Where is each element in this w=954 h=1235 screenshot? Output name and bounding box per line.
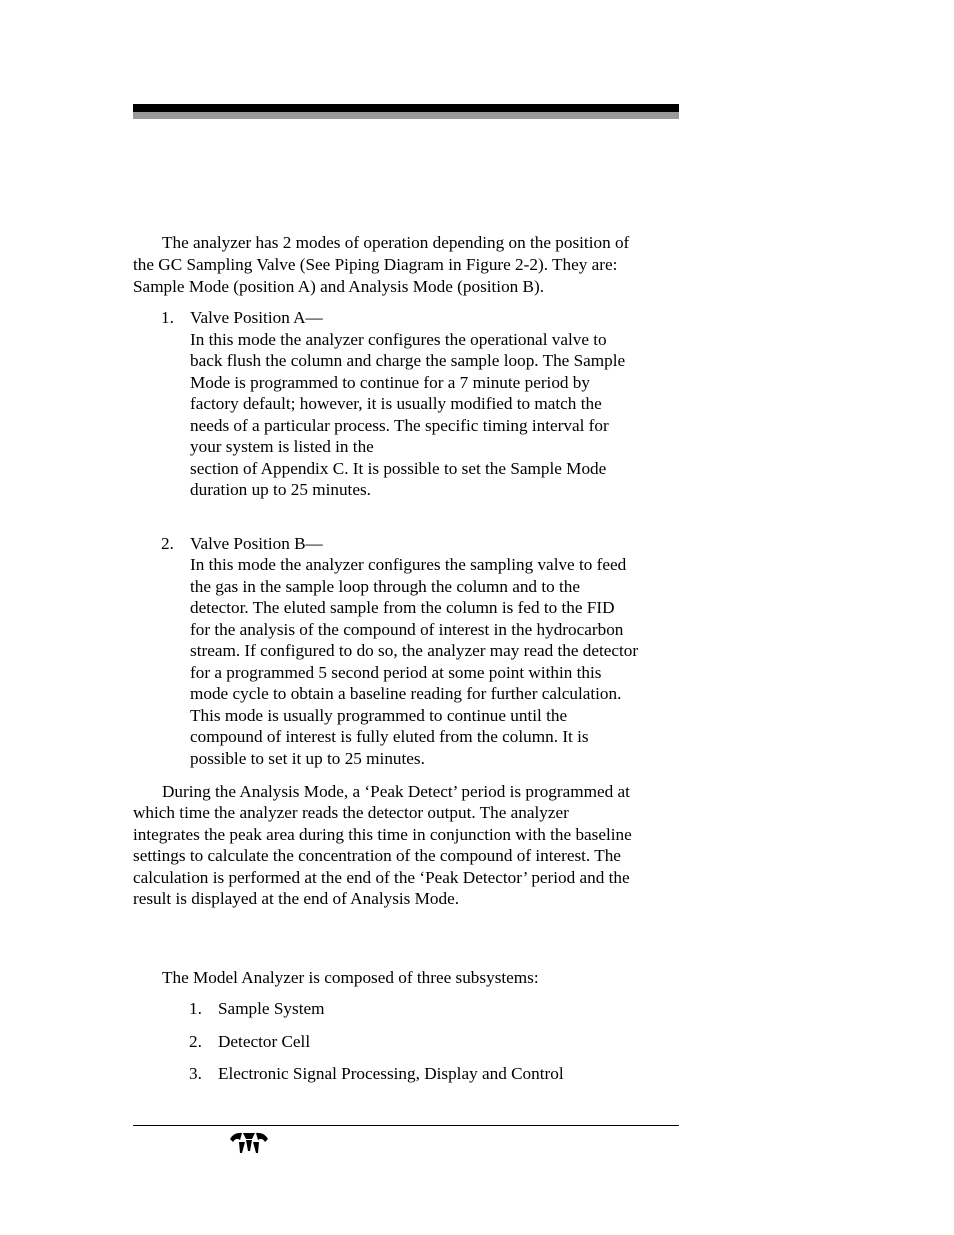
list-number: 3. (189, 1064, 202, 1083)
valve-b-line: for the analysis of the compound of interest in the hydrocarbon (190, 620, 624, 639)
intro-line: Sample Mode (position A) and Analysis Mode (position B). (133, 277, 545, 296)
valve-a-line: back flush the column and charge the sample loop. The Sample (190, 351, 626, 370)
list-number: 1. (189, 999, 202, 1018)
list-item: Sample System (218, 999, 325, 1018)
valve-b-line: possible to set it up to 25 minutes. (190, 749, 425, 768)
valve-a-heading: Valve Position A— (190, 308, 323, 327)
intro-line: The analyzer has 2 modes of operation depending on the position of (162, 233, 630, 252)
valve-b-line: the gas in the sample loop through the column and to the (190, 577, 580, 596)
valve-a-line: section of Appendix C. It is possible to set the Sample Mode (190, 459, 607, 478)
list-number: 1. (161, 308, 174, 327)
valve-a-line: your system is listed in the (190, 437, 374, 456)
valve-a-line: duration up to 25 minutes. (190, 480, 371, 499)
analysis-line: calculation is performed at the end of the ‘Peak Detector’ period and the (133, 868, 630, 887)
analysis-line: During the Analysis Mode, a ‘Peak Detect’ period is programmed at (162, 782, 630, 801)
list-number: 2. (161, 534, 174, 553)
valve-b-line: stream. If configured to do so, the analyzer may read the detector (190, 641, 639, 660)
valve-a-line: In this mode the analyzer configures the operational valve to (190, 330, 607, 349)
teledyne-logo-icon (230, 1131, 268, 1153)
analysis-line: integrates the peak area during this time in conjunction with the baseline (133, 825, 632, 844)
header-rule-shadow (133, 112, 679, 119)
valve-a-line: Mode is programmed to continue for a 7 minute period by (190, 373, 590, 392)
analysis-line: settings to calculate the concentration of the compound of interest. The (133, 846, 621, 865)
subsystems-intro: The Model Analyzer is composed of three subsystems: (162, 968, 539, 987)
footer-rule (133, 1125, 679, 1126)
list-item: Electronic Signal Processing, Display and Control (218, 1064, 564, 1083)
valve-b-line: mode cycle to obtain a baseline reading for further calculation. (190, 684, 622, 703)
analysis-line: result is displayed at the end of Analysis Mode. (133, 889, 460, 908)
valve-a-line: needs of a particular process. The specific timing interval for (190, 416, 609, 435)
valve-b-line: detector. The eluted sample from the column is fed to the FID (190, 598, 615, 617)
header-rule (133, 104, 679, 112)
valve-b-line: In this mode the analyzer configures the sampling valve to feed (190, 555, 627, 574)
intro-line: the GC Sampling Valve (See Piping Diagram in Figure 2-2). They are: (133, 255, 618, 274)
valve-b-line: This mode is usually programmed to continue until the (190, 706, 568, 725)
valve-b-line: compound of interest is fully eluted from the column. It is (190, 727, 589, 746)
list-number: 2. (189, 1032, 202, 1051)
valve-b-heading: Valve Position B— (190, 534, 323, 553)
valve-a-line: factory default; however, it is usually modified to match the (190, 394, 602, 413)
valve-b-line: for a programmed 5 second period at some point within this (190, 663, 602, 682)
analysis-line: which time the analyzer reads the detector output. The analyzer (133, 803, 569, 822)
list-item: Detector Cell (218, 1032, 311, 1051)
